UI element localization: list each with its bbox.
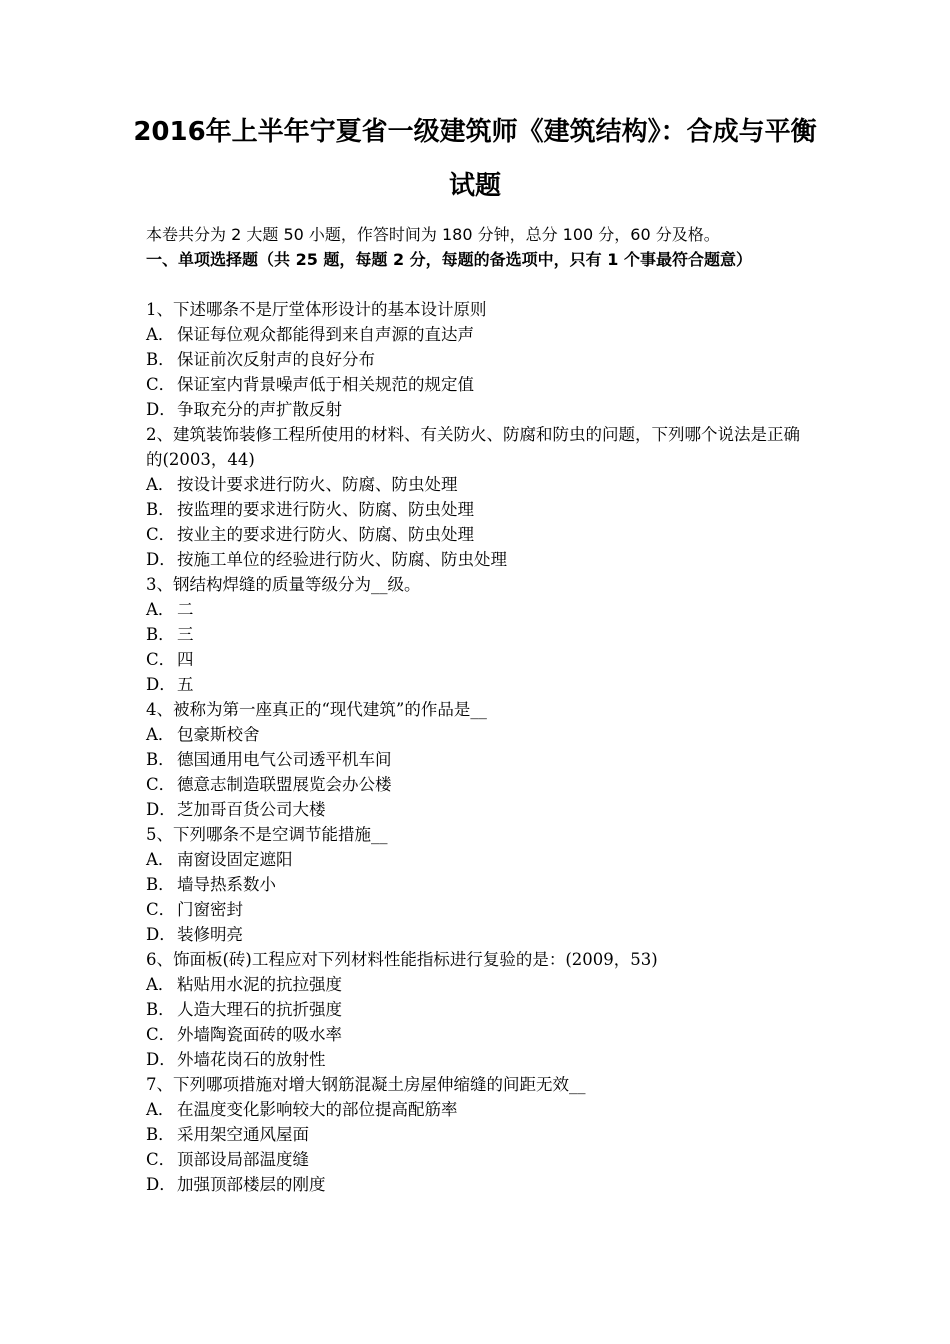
answer-option xyxy=(146,472,812,497)
answer-option xyxy=(146,997,812,1022)
answer-option xyxy=(146,722,812,747)
option-text: 四 xyxy=(177,650,194,669)
option-text: 包豪斯校舍 xyxy=(177,725,260,744)
question-block xyxy=(146,822,812,947)
option-letter: A． xyxy=(146,475,175,494)
answer-option xyxy=(146,622,812,647)
answer-option xyxy=(146,1147,812,1172)
option-letter: C． xyxy=(146,775,176,794)
question-stem: 4、被称为第一座真正的“现代建筑”的作品是__ xyxy=(146,700,487,719)
option-letter: B． xyxy=(146,875,175,894)
question-list xyxy=(146,297,812,1197)
answer-option xyxy=(146,1122,812,1147)
answer-option xyxy=(146,1022,812,1047)
answer-option xyxy=(146,1097,812,1122)
option-text: 保证室内背景噪声低于相关规范的规定值 xyxy=(177,375,474,394)
answer-option xyxy=(146,347,812,372)
option-letter: D． xyxy=(146,1050,176,1069)
answer-option xyxy=(146,1047,812,1072)
option-text: 人造大理石的抗折强度 xyxy=(177,1000,342,1019)
document-title-line-1: 2016年上半年宁夏省一级建筑师《建筑结构》：合成与平衡 xyxy=(133,117,817,147)
option-text: 墙导热系数小 xyxy=(177,875,276,894)
option-text: 德国通用电气公司透平机车间 xyxy=(177,750,392,769)
question-stem: 7、下列哪项措施对增大钢筋混凝土房屋伸缩缝的间距无效__ xyxy=(146,1075,586,1094)
option-text: 芝加哥百货公司大楼 xyxy=(177,800,326,819)
answer-option xyxy=(146,647,812,672)
answer-option xyxy=(146,597,812,622)
answer-option xyxy=(146,322,812,347)
answer-option xyxy=(146,897,812,922)
option-letter: A． xyxy=(146,1100,175,1119)
exam-summary: 本卷共分为 2 大题 50 小题，作答时间为 180 分钟，总分 100 分，60 分及格。 xyxy=(146,225,720,244)
option-letter: D． xyxy=(146,800,176,819)
document-title-line-2: 试题 xyxy=(448,171,501,201)
answer-option xyxy=(146,847,812,872)
answer-option xyxy=(146,522,812,547)
option-text: 按业主的要求进行防火、防腐、防虫处理 xyxy=(177,525,474,544)
question-block xyxy=(146,422,812,572)
option-text: 门窗密封 xyxy=(177,900,243,919)
option-letter: B． xyxy=(146,350,175,369)
answer-option xyxy=(146,972,812,997)
question-block xyxy=(146,1072,812,1197)
option-text: 粘贴用水泥的抗拉强度 xyxy=(177,975,342,994)
option-text: 三 xyxy=(177,625,194,644)
option-text: 保证每位观众都能得到来自声源的直达声 xyxy=(177,325,474,344)
option-letter: D． xyxy=(146,675,176,694)
option-letter: A． xyxy=(146,325,175,344)
option-letter: A． xyxy=(146,850,175,869)
answer-option xyxy=(146,672,812,697)
option-letter: C． xyxy=(146,375,176,394)
option-letter: A． xyxy=(146,600,175,619)
option-letter: A． xyxy=(146,975,175,994)
option-text: 保证前次反射声的良好分布 xyxy=(177,350,375,369)
option-text: 按施工单位的经验进行防火、防腐、防虫处理 xyxy=(177,550,507,569)
option-letter: C． xyxy=(146,1025,176,1044)
option-letter: B． xyxy=(146,750,175,769)
question-block xyxy=(146,947,812,1072)
option-letter: D． xyxy=(146,1175,176,1194)
option-letter: C． xyxy=(146,525,176,544)
option-letter: D． xyxy=(146,550,176,569)
option-text: 顶部设局部温度缝 xyxy=(177,1150,309,1169)
option-letter: D． xyxy=(146,925,176,944)
answer-option xyxy=(146,797,812,822)
question-stem: 3、钢结构焊缝的质量等级分为__级。 xyxy=(146,575,421,594)
option-text: 外墙陶瓷面砖的吸水率 xyxy=(177,1025,342,1044)
option-text: 五 xyxy=(177,675,194,694)
option-text: 加强顶部楼层的刚度 xyxy=(177,1175,326,1194)
answer-option xyxy=(146,922,812,947)
question-stem: 2、建筑装饰装修工程所使用的材料、有关防火、防腐和防虫的问题，下列哪个说法是正确的(2003，44) xyxy=(146,425,800,469)
option-text: 装修明亮 xyxy=(177,925,243,944)
option-text: 德意志制造联盟展览会办公楼 xyxy=(177,775,392,794)
question-block xyxy=(146,697,812,822)
question-stem: 6、饰面板(砖)工程应对下列材料性能指标进行复验的是：(2009，53) xyxy=(146,950,658,969)
section-heading: 一、单项选择题（共 25 题，每题 2 分，每题的备选项中，只有 1 个事最符合题意） xyxy=(146,250,752,269)
option-text: 采用架空通风屋面 xyxy=(177,1125,309,1144)
answer-option xyxy=(146,747,812,772)
question-stem: 1、下述哪条不是厅堂体形设计的基本设计原则 xyxy=(146,300,487,319)
answer-option xyxy=(146,547,812,572)
option-text: 按监理的要求进行防火、防腐、防虫处理 xyxy=(177,500,474,519)
option-text: 争取充分的声扩散反射 xyxy=(177,400,342,419)
exam-intro xyxy=(146,222,812,272)
answer-option xyxy=(146,872,812,897)
option-letter: C． xyxy=(146,900,176,919)
option-letter: B． xyxy=(146,625,175,644)
option-letter: B． xyxy=(146,1000,175,1019)
option-letter: B． xyxy=(146,1125,175,1144)
option-text: 在温度变化影响较大的部位提高配筋率 xyxy=(177,1100,458,1119)
answer-option xyxy=(146,372,812,397)
option-letter: D． xyxy=(146,400,176,419)
option-letter: B． xyxy=(146,500,175,519)
option-text: 按设计要求进行防火、防腐、防虫处理 xyxy=(177,475,458,494)
answer-option xyxy=(146,397,812,422)
question-stem: 5、下列哪条不是空调节能措施__ xyxy=(146,825,388,844)
answer-option xyxy=(146,497,812,522)
option-text: 外墙花岗石的放射性 xyxy=(177,1050,326,1069)
option-letter: C． xyxy=(146,1150,176,1169)
option-letter: C． xyxy=(146,650,176,669)
option-text: 南窗设固定遮阳 xyxy=(177,850,293,869)
question-block xyxy=(146,572,812,697)
answer-option xyxy=(146,1172,812,1197)
option-text: 二 xyxy=(177,600,194,619)
option-letter: A． xyxy=(146,725,175,744)
answer-option xyxy=(146,772,812,797)
question-block xyxy=(146,297,812,422)
